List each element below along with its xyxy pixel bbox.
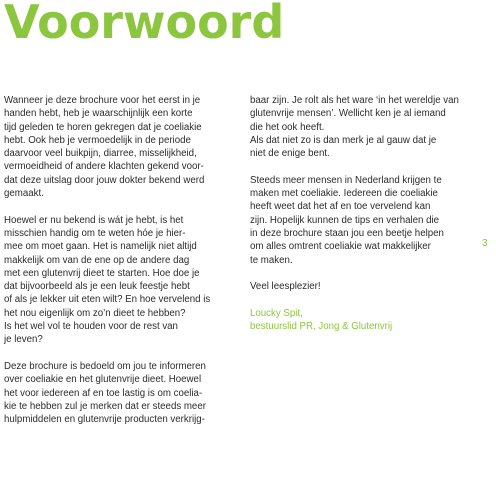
page-number: 3 [482, 238, 488, 249]
paragraph-brochure-purpose: Deze brochure is bedoeld om jou te informeren over coeliakie en het glutenvrije dieet. Hoewel het voor iedereen af en toe lastig is om coelia- kie te hebben zul je merken dat er steeds meer hulpmiddelen en glutenvrije producten verkrijg- [4, 360, 206, 426]
paragraph-how-to-cope: Hoewel er nu bekend is wát je hebt, is het misschien handig om te weten hóe je hier- mee om moet gaan. Het is namelijk niet altijd makkelijk om van de ene op de andere dag met een glutenvrij dieet te starten. Hoe doe je dat bijvoorbeeld als je een leuk feestje hebt of als je lekker uit eten wilt? En hoe vervelend is het nou eigenlijk om zo’n dieet te hebben? Is het wel vol te houden voor de rest van je leven? [4, 214, 211, 346]
left-column [4, 94, 248, 440]
paragraph-glutenfree-world: baar zijn. Je rolt als het ware ‘in het wereldje van glutenvrije mensen’. Wellicht ken je al iemand die het ook heeft. Als dat niet zo is dan merk je al gauw dat je niet de enige bent. [250, 95, 459, 160]
page-title: Voorwoord [4, 0, 285, 49]
paragraph-intro: Wanneer je deze brochure voor het eerst in je handen hebt, heb je waarschijnlijk een korte tijd geleden te horen gekregen dat je coeliakie hebt. Ook heb je vermoedelijk in de periode daarvoor veel buikpijn, diarree, misselijkheid, vermoeidheid of andere klachten gekend voor- dat deze uitslag door jouw dokter bekend werd gemaakt. [4, 95, 205, 200]
paragraph-closing: Veel leesplezier! [250, 281, 321, 293]
signature: Loucky Spit, bestuurslid PR, Jong & Glutenvrij [250, 307, 393, 333]
right-column [250, 94, 494, 333]
paragraph-more-people: Steeds meer mensen in Nederland krijgen te maken met coeliakie. Iedereen die coeliakie heeft weet dat het af en toe vervelend kan zijn. Hopelijk kunnen de tips en verhalen die in deze brochure staan jou een beetje helpen om alles omtrent coeliakie wat makkelijker te maken. [250, 174, 444, 266]
